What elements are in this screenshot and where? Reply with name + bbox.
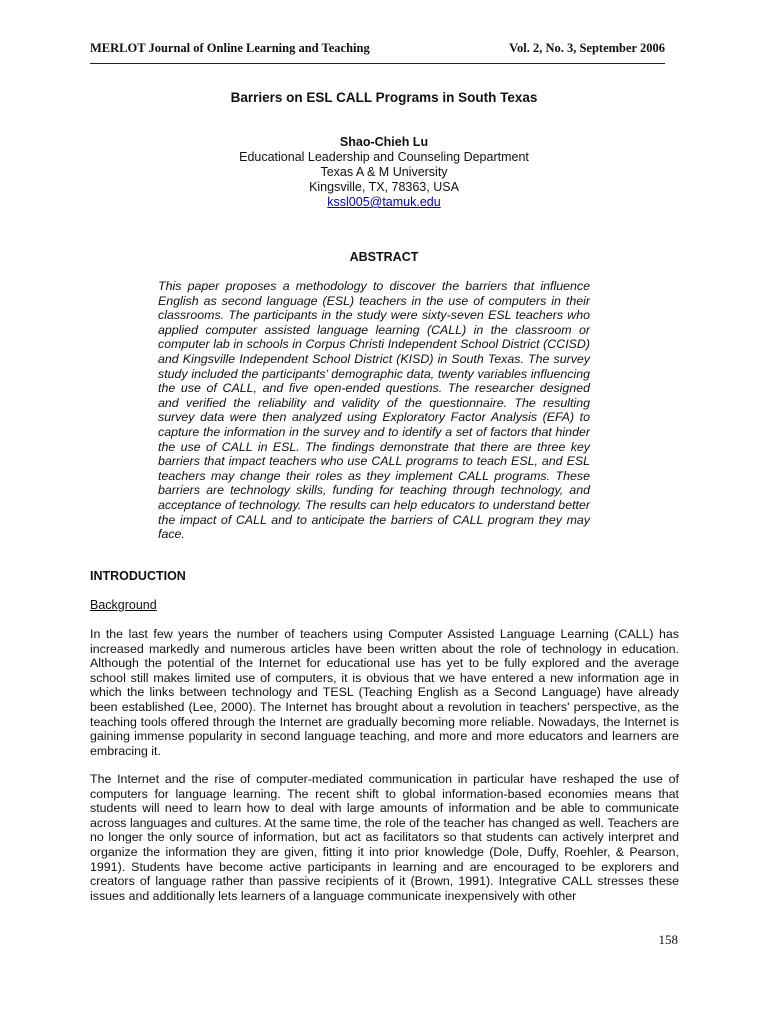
body-paragraph-2: The Internet and the rise of computer-mediated communication in particular have reshaped the use of computers for language learning. The recent shift to global information-based economies means that students will need to learn how to deal with large amounts of information and be able to communicate across languages and cultures. At the same time, the role of the teacher has changed as well. Teachers are no longer the only source of information, but act as facilitators so that students can actively interpret and organize the information they are given, fitting it into prior knowledge (Dole, Duffy, Roehler, & Pearson, 1991). Students have become active participants in learning and are encouraged to be explorers and creators of language rather than passive recipients of it (Brown, 1991). Integrative CALL stresses these issues and additionally lets learners of a language communicate inexpensively with other	[90, 772, 679, 903]
author-university: Texas A & M University	[320, 165, 448, 179]
header-divider	[90, 63, 665, 64]
page-number: 158	[658, 932, 678, 947]
abstract-text: This paper proposes a methodology to discover the barriers that influence English as second language (ESL) teachers in the use of computers in their classrooms. The participants in the study were sixty-seven ESL teachers who applied computer assisted language learning (CALL) in the classroom or computer lab in schools in Corpus Christi Independent School District (CCISD) and Kingsville Independent School District (KISD) in South Texas. The survey study included the participants’ demographic data, twenty variables influencing the use of CALL, and five open-ended questions. The researcher designed and verified the reliability and validity of the questionnaire. The resulting survey data were then analyzed using Exploratory Factor Analysis (EFA) to capture the information in the survey and to identify a set of factors that hinder the use of CALL in ESL. The findings demonstrate that there are three key barriers that impact teachers who use CALL programs to teach ESL, and ESL teachers may change their roles as they implement CALL programs. These barriers are technology skills, funding for teaching through technology, and acceptance of technology. The results can help educators to understand better the impact of CALL and to anticipate the barriers of CALL program they may face.	[158, 279, 590, 542]
author-department: Educational Leadership and Counseling Department	[239, 150, 529, 164]
author-block	[0, 135, 768, 210]
background-subheading: Background	[90, 598, 157, 612]
body-paragraph-1: In the last few years the number of teachers using Computer Assisted Language Learning (CALL) has increased markedly and numerous articles have been written about the role of technology in education. Although the potential of the Internet for educational use has yet to be fully explored and the average school still makes limited use of computers, it is obvious that we have entered a new information age in which the links between technology and TESL (Teaching English as a Second Language) have already been established (Lee, 2000). The Internet has brought about a revolution in teachers' perspective, as the teaching tools offered through the Internet are gradually becoming more reliable. Nowadays, the Internet is gaining immense popularity in second language teaching, and more and more educators and learners are embracing it.	[90, 627, 679, 758]
author-email-link[interactable]: kssl005@tamuk.edu	[327, 195, 441, 209]
abstract-heading: ABSTRACT	[349, 250, 419, 264]
running-header	[90, 41, 665, 56]
volume-info: Vol. 2, No. 3, September 2006	[509, 41, 665, 55]
author-location: Kingsville, TX, 78363, USA	[309, 180, 459, 194]
author-name: Shao-Chieh Lu	[339, 135, 429, 149]
introduction-heading: INTRODUCTION	[90, 569, 186, 583]
paper-title: Barriers on ESL CALL Programs in South Texas	[230, 90, 538, 105]
journal-name: MERLOT Journal of Online Learning and Teaching	[90, 41, 370, 55]
